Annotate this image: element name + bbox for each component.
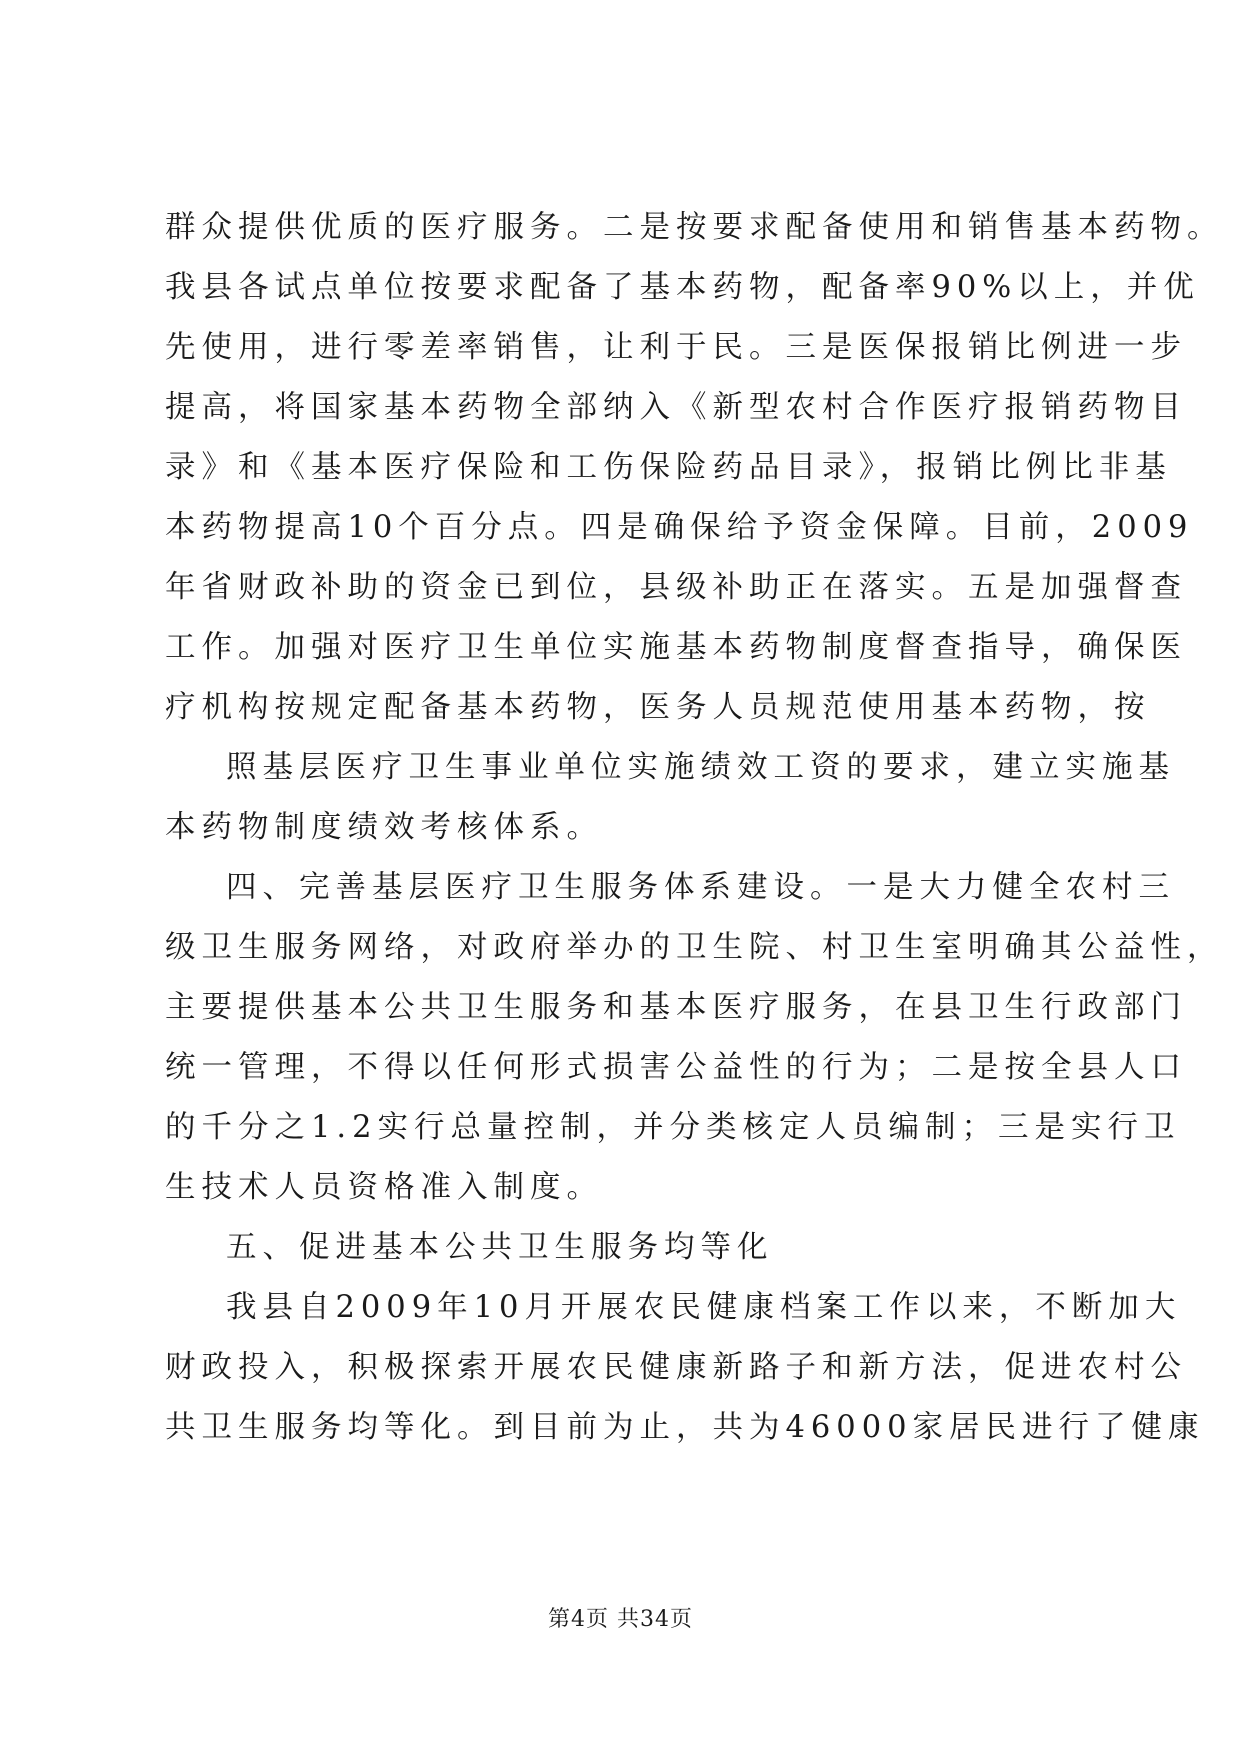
body-text-line: 的千分之1.2实行总量控制，并分类核定人员编制；三是实行卫 — [165, 1110, 1181, 1145]
body-text-line: 本药物制度绩效考核体系。 — [165, 810, 603, 845]
body-text-line: 群众提供优质的医疗服务。二是按要求配备使用和销售基本药物。 — [165, 210, 1224, 245]
body-text-line: 生技术人员资格准入制度。 — [165, 1170, 603, 1205]
body-text-line: 主要提供基本公共卫生服务和基本医疗服务，在县卫生行政部门 — [165, 990, 1187, 1025]
body-text-line: 本药物提高10个百分点。四是确保给予资金保障。目前，2009 — [165, 510, 1194, 545]
paragraph-start-line: 照基层医疗卫生事业单位实施绩效工资的要求，建立实施基 — [226, 750, 1175, 785]
section-heading-line: 四、完善基层医疗卫生服务体系建设。一是大力健全农村三 — [226, 870, 1175, 905]
body-text-line: 录》和《基本医疗保险和工伤保险药品目录》，报销比例比非基 — [165, 450, 1172, 485]
body-text-line: 先使用，进行零差率销售，让利于民。三是医保报销比例进一步 — [165, 330, 1187, 365]
paragraph-start-line: 我县自2009年10月开展农民健康档案工作以来，不断加大 — [226, 1290, 1182, 1325]
body-text-line: 级卫生服务网络，对政府举办的卫生院、村卫生室明确其公益性， — [165, 930, 1224, 965]
body-text-line: 我县各试点单位按要求配备了基本药物，配备率90%以上，并优 — [165, 270, 1200, 305]
body-text-line: 疗机构按规定配备基本药物，医务人员规范使用基本药物，按 — [165, 690, 1151, 725]
body-text-line: 提高，将国家基本药物全部纳入《新型农村合作医疗报销药物目 — [165, 390, 1187, 425]
body-text-line: 工作。加强对医疗卫生单位实施基本药物制度督查指导，确保医 — [165, 630, 1187, 665]
body-text-line: 年省财政补助的资金已到位，县级补助正在落实。五是加强督查 — [165, 570, 1187, 605]
page-footer: 第4页 共34页 — [548, 1607, 693, 1632]
body-text-line: 统一管理，不得以任何形式损害公益性的行为；二是按全县人口 — [165, 1050, 1187, 1085]
section-heading-line: 五、促进基本公共卫生服务均等化 — [226, 1230, 774, 1265]
body-text-line: 财政投入，积极探索开展农民健康新路子和新方法，促进农村公 — [165, 1350, 1187, 1385]
body-text-line: 共卫生服务均等化。到目前为止，共为46000家居民进行了健康 — [165, 1410, 1205, 1445]
